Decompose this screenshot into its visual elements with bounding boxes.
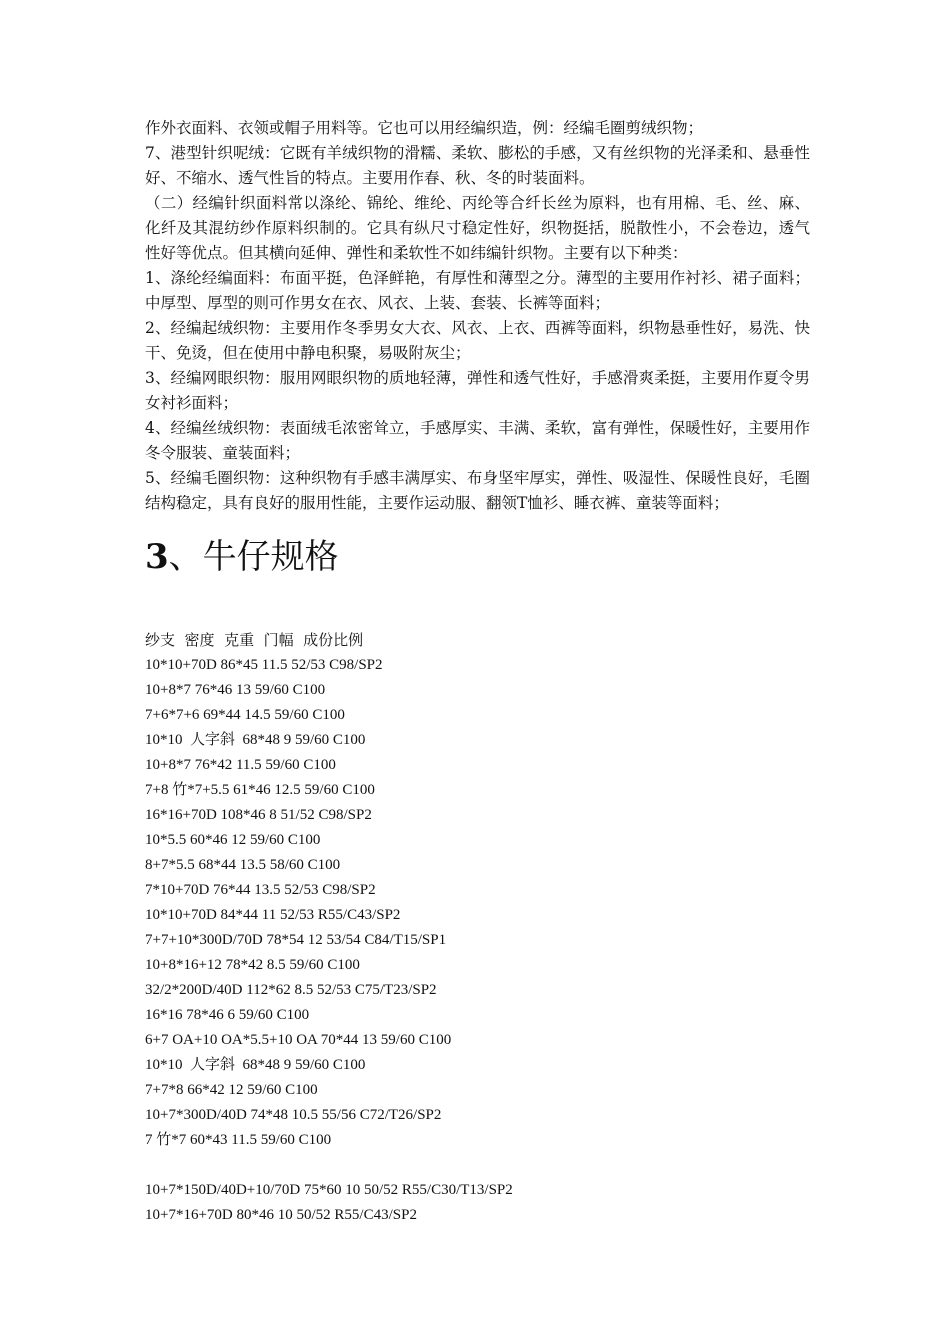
spec-row: 10*10+70D 86*45 11.5 52/53 C98/SP2 xyxy=(145,657,383,673)
spec-row: 8+7*5.5 68*44 13.5 58/60 C100 xyxy=(145,857,341,873)
spec-row: 10+7*300D/40D 74*48 10.5 55/56 C72/T26/SP2 xyxy=(145,1107,442,1123)
paragraph: 1、涤纶经编面料：布面平挺，色泽鲜艳，有厚性和薄型之分。薄型的主要用作衬衫、裙子面料；中厚型、厚型的则可作男女在衣、风衣、上装、套装、长裤等面料； xyxy=(145,269,810,312)
spec-row: 10*10 人字斜 68*48 9 59/60 C100 xyxy=(145,1057,366,1073)
section-title: 、牛仔规格 xyxy=(168,537,339,577)
spec-row: 7+6*7+6 69*44 14.5 59/60 C100 xyxy=(145,707,345,723)
paragraph: 4、经编丝绒织物：表面绒毛浓密耸立，手感厚实、丰满、柔软，富有弹性，保暖性好，主要用作冬令服装、童装面料； xyxy=(145,419,810,462)
paragraph: 7、港型针织呢绒：它既有羊绒织物的滑糯、柔软、膨松的手感，又有丝织物的光泽柔和、悬垂性好、不缩水、透气性旨的特点。主要用作春、秋、冬的时装面料。 xyxy=(145,144,810,187)
spec-row: 7 竹*7 60*43 11.5 59/60 C100 xyxy=(145,1132,332,1148)
spec-row: 7+7+10*300D/70D 78*54 12 53/54 C84/T15/SP1 xyxy=(145,932,447,948)
paragraph: 3、经编网眼织物：服用网眼织物的质地轻薄，弹性和透气性好，手感滑爽柔挺，主要用作夏令男女衬衫面料； xyxy=(145,369,810,412)
spec-row: 10+8*16+12 78*42 8.5 59/60 C100 xyxy=(145,957,360,973)
spec-row: 7+7*8 66*42 12 59/60 C100 xyxy=(145,1082,318,1098)
spec-row: 10+7*16+70D 80*46 10 50/52 R55/C43/SP2 xyxy=(145,1207,417,1223)
spec-row: 7+8 竹*7+5.5 61*46 12.5 59/60 C100 xyxy=(145,782,375,798)
body-text xyxy=(145,116,810,516)
spec-row: 10*5.5 60*46 12 59/60 C100 xyxy=(145,832,321,848)
spec-row: 10+8*7 76*42 11.5 59/60 C100 xyxy=(145,757,336,773)
spec-row: 10*10 人字斜 68*48 9 59/60 C100 xyxy=(145,732,366,748)
paragraph: 作外衣面料、衣领或帽子用料等。它也可以用经编织造，例：经编毛圈剪绒织物； xyxy=(145,119,704,137)
spec-row: 16*16+70D 108*46 8 51/52 C98/SP2 xyxy=(145,807,372,823)
paragraph: （二）经编针织面料常以涤纶、锦纶、维纶、丙纶等合纤长丝为原料，也有用棉、毛、丝、麻、化纤及其混纺纱作原料织制的。它具有纵尺寸稳定性好，织物挺括，脱散性小，不会卷边，透气性好等优点。但其横向延伸、弹性和柔软性不如纬编针织物。主要有以下种类： xyxy=(145,194,810,262)
section-heading xyxy=(145,530,339,584)
paragraph: 2、经编起绒织物：主要用作冬季男女大衣、风衣、上衣、西裤等面料，织物悬垂性好，易洗、快干、免烫，但在使用中静电积聚，易吸附灰尘； xyxy=(145,319,810,362)
spec-row: 10*10+70D 84*44 11 52/53 R55/C43/SP2 xyxy=(145,907,401,923)
paragraph: 5、经编毛圈织物：这种织物有手感丰满厚实、布身坚牢厚实，弹性、吸湿性、保暖性良好，毛圈结构稳定，具有良好的服用性能，主要作运动服、翻领T恤衫、睡衣裤、童装等面料； xyxy=(145,469,810,512)
spec-list xyxy=(145,653,451,1153)
spec-row: 10+8*7 76*46 13 59/60 C100 xyxy=(145,682,326,698)
spec-row: 32/2*200D/40D 112*62 8.5 52/53 C75/T23/SP2 xyxy=(145,982,437,998)
spec-row: 16*16 78*46 6 59/60 C100 xyxy=(145,1007,310,1023)
spec-row: 6+7 OA+10 OA*5.5+10 OA 70*44 13 59/60 C100 xyxy=(145,1032,452,1048)
spec-row: 7*10+70D 76*44 13.5 52/53 C98/SP2 xyxy=(145,882,376,898)
spec-row: 10+7*150D/40D+10/70D 75*60 10 50/52 R55/C30/T13/SP2 xyxy=(145,1182,513,1198)
spec-column-header: 纱支 密度 克重 门幅 成份比例 xyxy=(145,631,364,649)
section-number: 3 xyxy=(145,537,169,577)
spec-list-continued xyxy=(145,1178,513,1228)
